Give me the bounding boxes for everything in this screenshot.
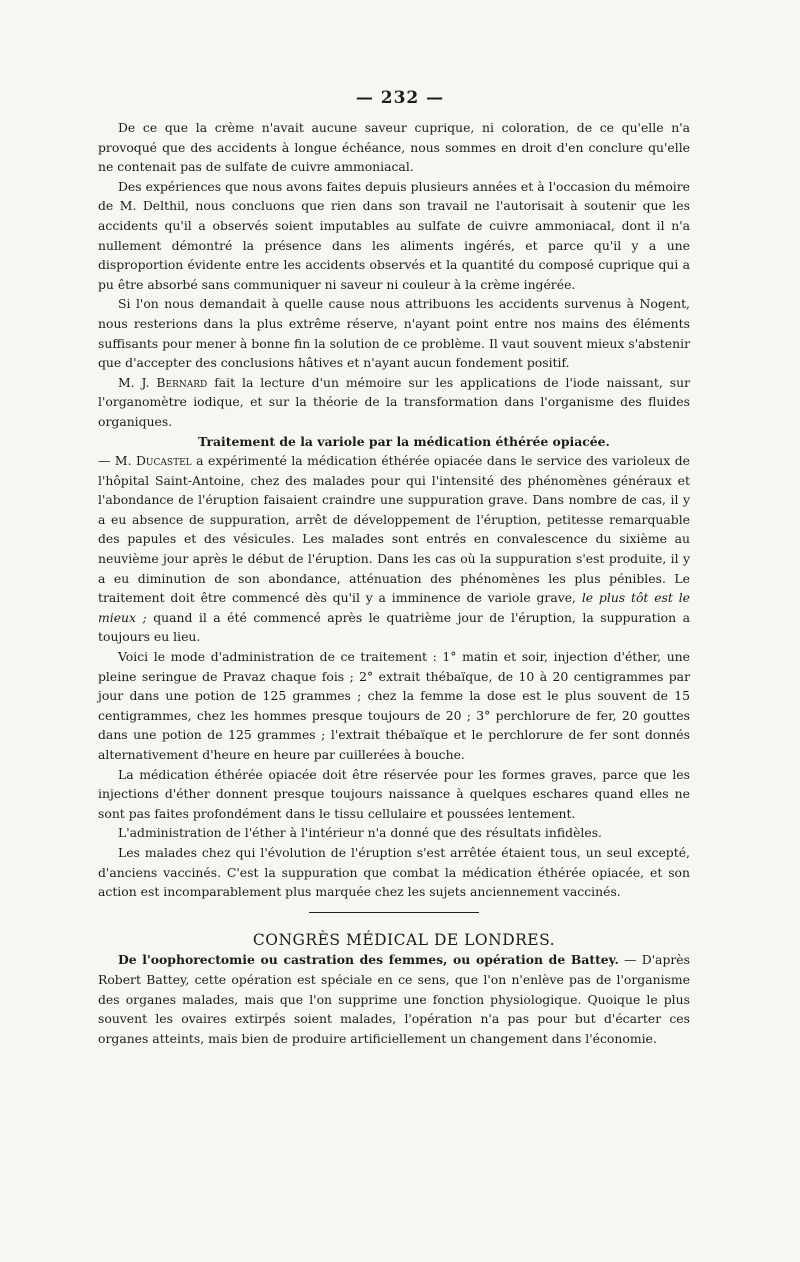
paragraph: Des expériences que nous avons faites depuis plusieurs années et à l'occasion du mémoire de M. Delthil, nous concluons que rien dans son travail ne l'autorisait à soutenir que les accidents qu'il a observés soient imputables au sulfate de cuivre ammoniacal, dont il n'a nullement démontré la présence dans les aliments ingérés, et parce qu'il y a une disproportion évidente entre les accidents observés et la quantité du composé cuprique qui a pu être absorbé sans communiquer ni saveur ni couleur à la crème ingérée. bbox=[98, 178, 690, 292]
paragraph-text: fait la lecture d'un mémoire sur les applications de l'iode naissant, sur l'organomètre iodique, et sur la théorie de la transformation dans l'organisme des fluides organiques. bbox=[98, 374, 690, 429]
paragraph-battey bbox=[98, 950, 690, 1048]
paragraph-text: — D'après Robert Battey, cette opération est spéciale en ce sens, que l'on n'enlève pas de l'organisme des organes malades, mais que l'on supprime une fonction physiologique. Quoique le plus souvent les ovaires extirpés soient malades, l'opération n'a pas pour but d'écarter ces organes atteints, mais bien de produire artificiellement un changement dans l'économie. bbox=[98, 952, 690, 1046]
paragraph-text: quand il a été commencé après le quatrième jour de l'éruption, la suppuration a toujours eu lieu. bbox=[98, 609, 690, 645]
author-name: M. J. Bernard bbox=[118, 374, 208, 390]
separator-rule bbox=[309, 912, 479, 913]
dash: — bbox=[98, 453, 115, 469]
paragraph: L'administration de l'éther à l'intérieur n'a donné que des résultats infidèles. bbox=[118, 825, 602, 841]
paragraph: Voici le mode d'administration de ce traitement : 1° matin et soir, injection d'éther, une pleine seringue de Pravaz chaque fois ; 2° extrait thébaïque, de 10 à 20 centigrammes par jour dans une potion de 125 grammes ; chez la femme la dose est le plus souvent de 15 centigrammes, chez les hommes presque toujours de 20 ; 3° perchlorure de fer, 20 gouttes dans une potion de 125 grammes ; l'extrait thébaïque et le perchlorure de fer sont donnés alternativement d'heure en heure par cuillerées à bouche. bbox=[98, 649, 690, 762]
author-name: M. Ducastel bbox=[114, 453, 192, 469]
page-number: — 232 — bbox=[355, 88, 445, 108]
paragraph-text: a expérimenté la médication éthérée opiacée dans le service des varioleux de l'hôpital Saint-Antoine, chez des malades pour qui l'intensité des phénomènes généraux et l'abondance de l'éruption faisaient craindre une suppuration grave. Dans nombre de cas, il y a eu absence de suppuration, arrêt de développement de l'éruption, petitesse remarquable des papules et des vésicules. Les malades sont entrés en convalescence du sixième au neuvième jour après le début de l'éruption. Dans les cas où la suppuration s'est produite, il y a eu diminution de son abondance, atténuation des phénomènes les plus pénibles. Le traitement doit être commencé dès qu'il y a imminence de variole grave, bbox=[98, 453, 690, 606]
paragraph-ducastel bbox=[98, 451, 690, 647]
paragraph: Si l'on nous demandait à quelle cause nous attribuons les accidents survenus à Nogent, nous resterions dans la plus extrême réserve, n'ayant point entre nos mains des éléments suffisants pour mener à bonne fin la solution de ce problème. Il vaut souvent mieux s'abstenir que d'accepter des conclusions hâtives et n'ayant aucun fondement positif. bbox=[98, 296, 690, 371]
paragraph: De ce que la crème n'avait aucune saveur cuprique, ni coloration, de ce qu'elle n'a provoqué que des accidents à longue échéance, nous sommes en droit d'en conclure qu'elle ne contenait pas de sulfate de cuivre ammoniacal. bbox=[98, 120, 690, 175]
paragraph: La médication éthérée opiacée doit être réservée pour les formes graves, parce que les injections d'éther donnent presque toujours naissance à quelques eschares quand elles ne sont pas faites profondément dans le tissu cellulaire et poussées lentement. bbox=[98, 766, 690, 821]
congress-title: CONGRÈS MÉDICAL DE LONDRES. bbox=[252, 930, 556, 949]
paragraph-bernard bbox=[98, 373, 690, 432]
paragraph: Les malades chez qui l'évolution de l'éruption s'est arrêtée étaient tous, un seul excepté, d'anciens vaccinés. C'est la suppuration que combat la médication éthérée opiacée, et son action est incomparablement plus marquée chez les sujets anciennement vaccinés. bbox=[98, 844, 690, 900]
italic-phrase: le plus tôt est le mieux ; bbox=[98, 590, 690, 625]
text-column bbox=[98, 118, 690, 1048]
section-heading: De l'oophorectomie ou castration des femmes, ou opération de Battey. bbox=[118, 952, 619, 968]
section-heading: Traitement de la variole par la médication éthérée opiacée. bbox=[198, 433, 610, 449]
